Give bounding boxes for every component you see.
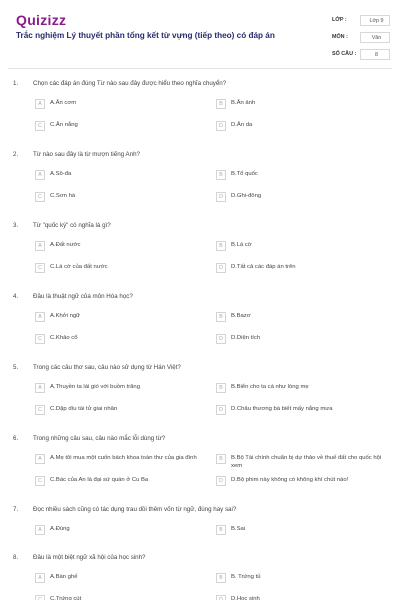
question-number: 3. bbox=[13, 222, 19, 229]
option-letter-box: A bbox=[35, 383, 45, 393]
answer-option-a[interactable] bbox=[35, 573, 205, 583]
answer-option-a[interactable] bbox=[35, 383, 205, 393]
answer-option-c[interactable] bbox=[35, 263, 205, 273]
option-letter-box: B bbox=[216, 170, 226, 180]
option-letter-box: C bbox=[35, 192, 45, 202]
question-number: 2. bbox=[13, 151, 19, 158]
answer-option-d[interactable] bbox=[216, 595, 386, 600]
answer-option-a[interactable] bbox=[35, 525, 205, 535]
answer-option-c[interactable] bbox=[35, 476, 205, 486]
option-letter-box: B bbox=[216, 241, 226, 251]
question-text: Đâu là một biệt ngữ xã hội của học sinh? bbox=[33, 554, 146, 561]
answer-option-a[interactable] bbox=[35, 312, 205, 322]
meta-value: Lớp 9 bbox=[360, 15, 390, 26]
question-list bbox=[0, 78, 400, 600]
answer-option-a[interactable] bbox=[35, 241, 205, 251]
answer-option-c[interactable] bbox=[35, 192, 205, 202]
answer-option-d[interactable] bbox=[216, 476, 386, 486]
option-text: B.Bộ Tài chính chuẩn bị dự thảo về thuế đất cho quốc hội xem bbox=[231, 455, 382, 469]
answer-option-b[interactable] bbox=[216, 170, 386, 180]
option-text: C.Khảo cổ bbox=[50, 335, 78, 341]
option-letter-box: B bbox=[216, 573, 226, 583]
question-number: 8. bbox=[13, 554, 19, 561]
question-7 bbox=[0, 504, 400, 552]
option-letter-box: C bbox=[35, 263, 45, 273]
option-text: B.Bazơ bbox=[231, 313, 251, 319]
option-text: C.Lá cờ của đất nước bbox=[50, 264, 108, 270]
answer-option-d[interactable] bbox=[216, 121, 386, 131]
option-letter-box: B bbox=[216, 312, 226, 322]
answer-option-a[interactable] bbox=[35, 99, 205, 109]
question-text: Trong các câu thơ sau, câu nào sử dụng từ Hán Việt? bbox=[33, 364, 181, 371]
answer-option-b[interactable] bbox=[216, 383, 386, 393]
answer-option-b[interactable] bbox=[216, 573, 386, 583]
answer-option-d[interactable] bbox=[216, 334, 386, 344]
question-3 bbox=[0, 220, 400, 291]
question-2 bbox=[0, 149, 400, 220]
question-number: 4. bbox=[13, 293, 19, 300]
option-text: A.Sô-đa bbox=[50, 171, 72, 177]
question-number: 1. bbox=[13, 80, 19, 87]
option-text: C.Dập dìu tài tử giai nhân bbox=[50, 406, 118, 412]
meta-label: MÔN : bbox=[332, 34, 348, 40]
option-letter-box: C bbox=[35, 476, 45, 486]
option-text: A.Bàn ghế bbox=[50, 574, 78, 580]
option-letter-box: D bbox=[216, 121, 226, 131]
option-letter-box: B bbox=[216, 525, 226, 535]
question-4 bbox=[0, 291, 400, 362]
option-letter-box: D bbox=[216, 334, 226, 344]
option-text: A.Khởi ngữ bbox=[50, 313, 81, 319]
option-letter-box: C bbox=[35, 121, 45, 131]
option-letter-box: D bbox=[216, 405, 226, 415]
answer-option-d[interactable] bbox=[216, 192, 386, 202]
option-text: A.Mẹ tôi mua một cuốn bách khoa toàn thư của gia đình bbox=[50, 455, 197, 461]
option-letter-box: D bbox=[216, 476, 226, 486]
option-letter-box: B bbox=[216, 99, 226, 109]
question-text: Trong những câu sau, câu nào mắc lỗi dùng từ? bbox=[33, 435, 166, 442]
question-number: 5. bbox=[13, 364, 19, 371]
meta-label: SỐ CÂU : bbox=[332, 51, 357, 57]
meta-row-question-count bbox=[332, 47, 390, 61]
option-text: D.Ăn da bbox=[231, 122, 253, 128]
answer-option-b[interactable] bbox=[216, 525, 386, 535]
answer-option-a[interactable] bbox=[35, 454, 205, 464]
quiz-meta bbox=[332, 13, 390, 64]
option-text: B.Sai bbox=[231, 526, 246, 532]
header-divider bbox=[8, 68, 392, 69]
option-letter-box: A bbox=[35, 454, 45, 464]
answer-option-b[interactable] bbox=[216, 99, 386, 109]
option-letter-box: C bbox=[35, 595, 45, 600]
option-letter-box: D bbox=[216, 595, 226, 600]
option-letter-box: A bbox=[35, 99, 45, 109]
option-text: C.Trứng cút bbox=[50, 596, 82, 600]
option-text: C.Bác của An là đại sứ quán ở Cu Ba bbox=[50, 477, 149, 483]
question-1 bbox=[0, 78, 400, 149]
answer-option-b[interactable] bbox=[216, 241, 386, 251]
option-letter-box: D bbox=[216, 192, 226, 202]
option-text: B.Tổ quốc bbox=[231, 171, 258, 177]
answer-option-c[interactable] bbox=[35, 405, 205, 415]
option-text: D.Ghi-đông bbox=[231, 193, 262, 199]
page-header bbox=[0, 0, 400, 70]
answer-option-a[interactable] bbox=[35, 170, 205, 180]
option-letter-box: D bbox=[216, 263, 226, 273]
meta-value: 8 bbox=[360, 49, 390, 60]
question-text: Chọn các đáp án đúng Từ nào sau đây được hiểu theo nghĩa chuyển? bbox=[33, 80, 227, 87]
option-letter-box: B bbox=[216, 454, 226, 464]
question-text: Từ "quốc kỳ" có nghĩa là gì? bbox=[33, 222, 111, 229]
question-number: 7. bbox=[13, 506, 19, 513]
option-text: D.Bộ phim này không có không khí chút nào! bbox=[231, 477, 349, 483]
quizizz-logo: Quizizz bbox=[16, 12, 67, 28]
meta-label: LỚP : bbox=[332, 17, 347, 23]
option-text: D.Tất cả các đáp án trên bbox=[231, 264, 296, 270]
question-8 bbox=[0, 552, 400, 600]
answer-option-c[interactable] bbox=[35, 595, 205, 600]
option-text: B.Ăn ảnh bbox=[231, 100, 256, 106]
option-letter-box: A bbox=[35, 525, 45, 535]
quiz-title: Trắc nghiệm Lý thuyết phần tổng kết từ vựng (tiếp theo) có đáp án bbox=[16, 31, 275, 40]
option-text: A.Ăn cơm bbox=[50, 100, 77, 106]
question-6 bbox=[0, 433, 400, 504]
meta-row-class bbox=[332, 13, 390, 27]
question-text: Từ nào sau đây là từ mượn tiếng Anh? bbox=[33, 151, 140, 158]
answer-option-d[interactable] bbox=[216, 405, 386, 415]
meta-value: Văn bbox=[360, 32, 390, 43]
option-letter-box: C bbox=[35, 405, 45, 415]
question-text: Đọc nhiều sách cũng có tác dụng trau dồi thêm vốn từ ngữ, đúng hay sai? bbox=[33, 506, 237, 513]
option-letter-box: B bbox=[216, 383, 226, 393]
option-text: D.Châu thương bà biết mấy nắng mưa bbox=[231, 406, 333, 412]
option-text: B.Biển cho ta cá như lòng mẹ bbox=[231, 384, 309, 390]
option-letter-box: A bbox=[35, 170, 45, 180]
option-text: D.Diện tích bbox=[231, 335, 261, 341]
question-number: 6. bbox=[13, 435, 19, 442]
question-5 bbox=[0, 362, 400, 433]
option-text: C.Ăn nắng bbox=[50, 122, 78, 128]
option-text: A.Đất nước bbox=[50, 242, 81, 248]
option-text: C.Sơn hà bbox=[50, 193, 76, 199]
option-text: B.Lá cờ bbox=[231, 242, 252, 248]
option-letter-box: A bbox=[35, 573, 45, 583]
answer-option-c[interactable] bbox=[35, 121, 205, 131]
answer-option-b[interactable] bbox=[216, 312, 386, 322]
answer-option-b[interactable] bbox=[216, 454, 386, 470]
answer-option-d[interactable] bbox=[216, 263, 386, 273]
option-letter-box: C bbox=[35, 334, 45, 344]
question-text: Đâu là thuật ngữ của môn Hóa học? bbox=[33, 293, 133, 300]
answer-option-c[interactable] bbox=[35, 334, 205, 344]
option-text: B. Trứng tủ bbox=[231, 574, 261, 580]
meta-row-subject bbox=[332, 30, 390, 44]
option-letter-box: A bbox=[35, 241, 45, 251]
option-text: A.Thuyền ta lái gió với buồm trăng bbox=[50, 384, 140, 390]
option-text: D.Học sinh bbox=[231, 596, 260, 600]
option-text: A.Đúng bbox=[50, 526, 70, 532]
option-letter-box: A bbox=[35, 312, 45, 322]
